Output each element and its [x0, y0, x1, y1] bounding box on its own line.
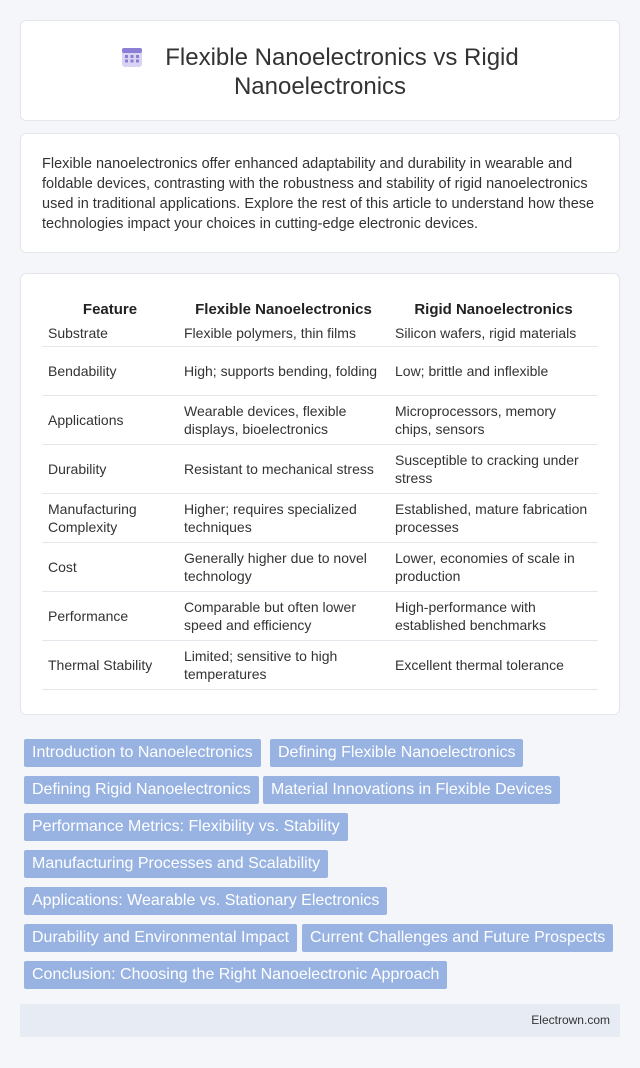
rigid-cell: Silicon wafers, rigid materials — [389, 320, 598, 346]
flexible-cell: Higher; requires specialized techniques — [178, 493, 389, 542]
intro-card — [20, 133, 620, 253]
feature-cell: Cost — [42, 542, 178, 591]
footer — [20, 1004, 620, 1037]
topic-link-challenges[interactable]: Current Challenges and Future Prospects — [302, 924, 613, 952]
feature-cell: Substrate — [42, 320, 178, 346]
feature-cell: Thermal Stability — [42, 640, 178, 689]
title-line-1: Flexible Nanoelectronics vs Rigid — [165, 44, 519, 71]
topic-link-manufacturing[interactable]: Manufacturing Processes and Scalability — [24, 850, 328, 878]
topic-link-applications[interactable]: Applications: Wearable vs. Stationary Electronics — [24, 887, 387, 915]
flexible-cell: Generally higher due to novel technology — [178, 542, 389, 591]
intro-paragraph: Flexible nanoelectronics offer enhanced adaptability and durability in wearable and foldable devices, contrasting with the robustness and stability of rigid nanoelectronics used in traditional applications. Explore the rest of this article to understand how these technologies impact your choices in cutting-edge electronic devices. — [42, 156, 595, 232]
feature-cell: Manufacturing Complexity — [42, 493, 178, 542]
table-row — [42, 346, 598, 395]
flexible-cell: Flexible polymers, thin films — [178, 320, 389, 346]
header-rigid: Rigid Nanoelectronics — [414, 300, 573, 318]
topic-link-material-innovations[interactable]: Material Innovations in Flexible Devices — [263, 776, 560, 804]
table-row — [42, 542, 598, 591]
topic-link-defining-rigid[interactable]: Defining Rigid Nanoelectronics — [24, 776, 259, 804]
topic-link-introduction[interactable]: Introduction to Nanoelectronics — [24, 739, 261, 767]
table-row — [42, 591, 598, 640]
rigid-cell: Microprocessors, memory chips, sensors — [389, 395, 598, 444]
rigid-cell: Lower, economies of scale in production — [389, 542, 598, 591]
header-flexible: Flexible Nanoelectronics — [195, 300, 372, 318]
topic-link-durability[interactable]: Durability and Environmental Impact — [24, 924, 297, 952]
rigid-cell: High-performance with established benchmarks — [389, 591, 598, 640]
rigid-cell: Susceptible to cracking under stress — [389, 444, 598, 493]
title-line-2: Nanoelectronics — [233, 73, 407, 100]
calendar-grid-icon — [121, 46, 143, 68]
footer-brand[interactable]: Electrown.com — [531, 1013, 610, 1027]
table-row — [42, 493, 598, 542]
flexible-cell: High; supports bending, folding — [178, 346, 389, 395]
topic-link-conclusion[interactable]: Conclusion: Choosing the Right Nanoelectronic Approach — [24, 961, 447, 989]
flexible-cell: Resistant to mechanical stress — [178, 444, 389, 493]
feature-cell: Bendability — [42, 346, 178, 395]
flexible-cell: Limited; sensitive to high temperatures — [178, 640, 389, 689]
comparison-card — [20, 273, 620, 715]
rigid-cell: Excellent thermal tolerance — [389, 640, 598, 689]
title-card — [20, 20, 620, 121]
flexible-cell: Wearable devices, flexible displays, bioelectronics — [178, 395, 389, 444]
feature-cell: Performance — [42, 591, 178, 640]
flexible-cell: Comparable but often lower speed and efficiency — [178, 591, 389, 640]
header-feature: Feature — [82, 300, 138, 318]
feature-cell: Durability — [42, 444, 178, 493]
topic-link-defining-flexible[interactable]: Defining Flexible Nanoelectronics — [270, 739, 523, 767]
table-row — [42, 320, 598, 346]
table-row — [42, 640, 598, 689]
topic-link-performance-metrics[interactable]: Performance Metrics: Flexibility vs. Stability — [24, 813, 348, 841]
table-row — [42, 395, 598, 444]
rigid-cell: Established, mature fabrication processes — [389, 493, 598, 542]
page-title — [21, 43, 619, 101]
comparison-table — [42, 294, 598, 690]
rigid-cell: Low; brittle and inflexible — [389, 346, 598, 395]
table-row — [42, 444, 598, 493]
feature-cell: Applications — [42, 395, 178, 444]
